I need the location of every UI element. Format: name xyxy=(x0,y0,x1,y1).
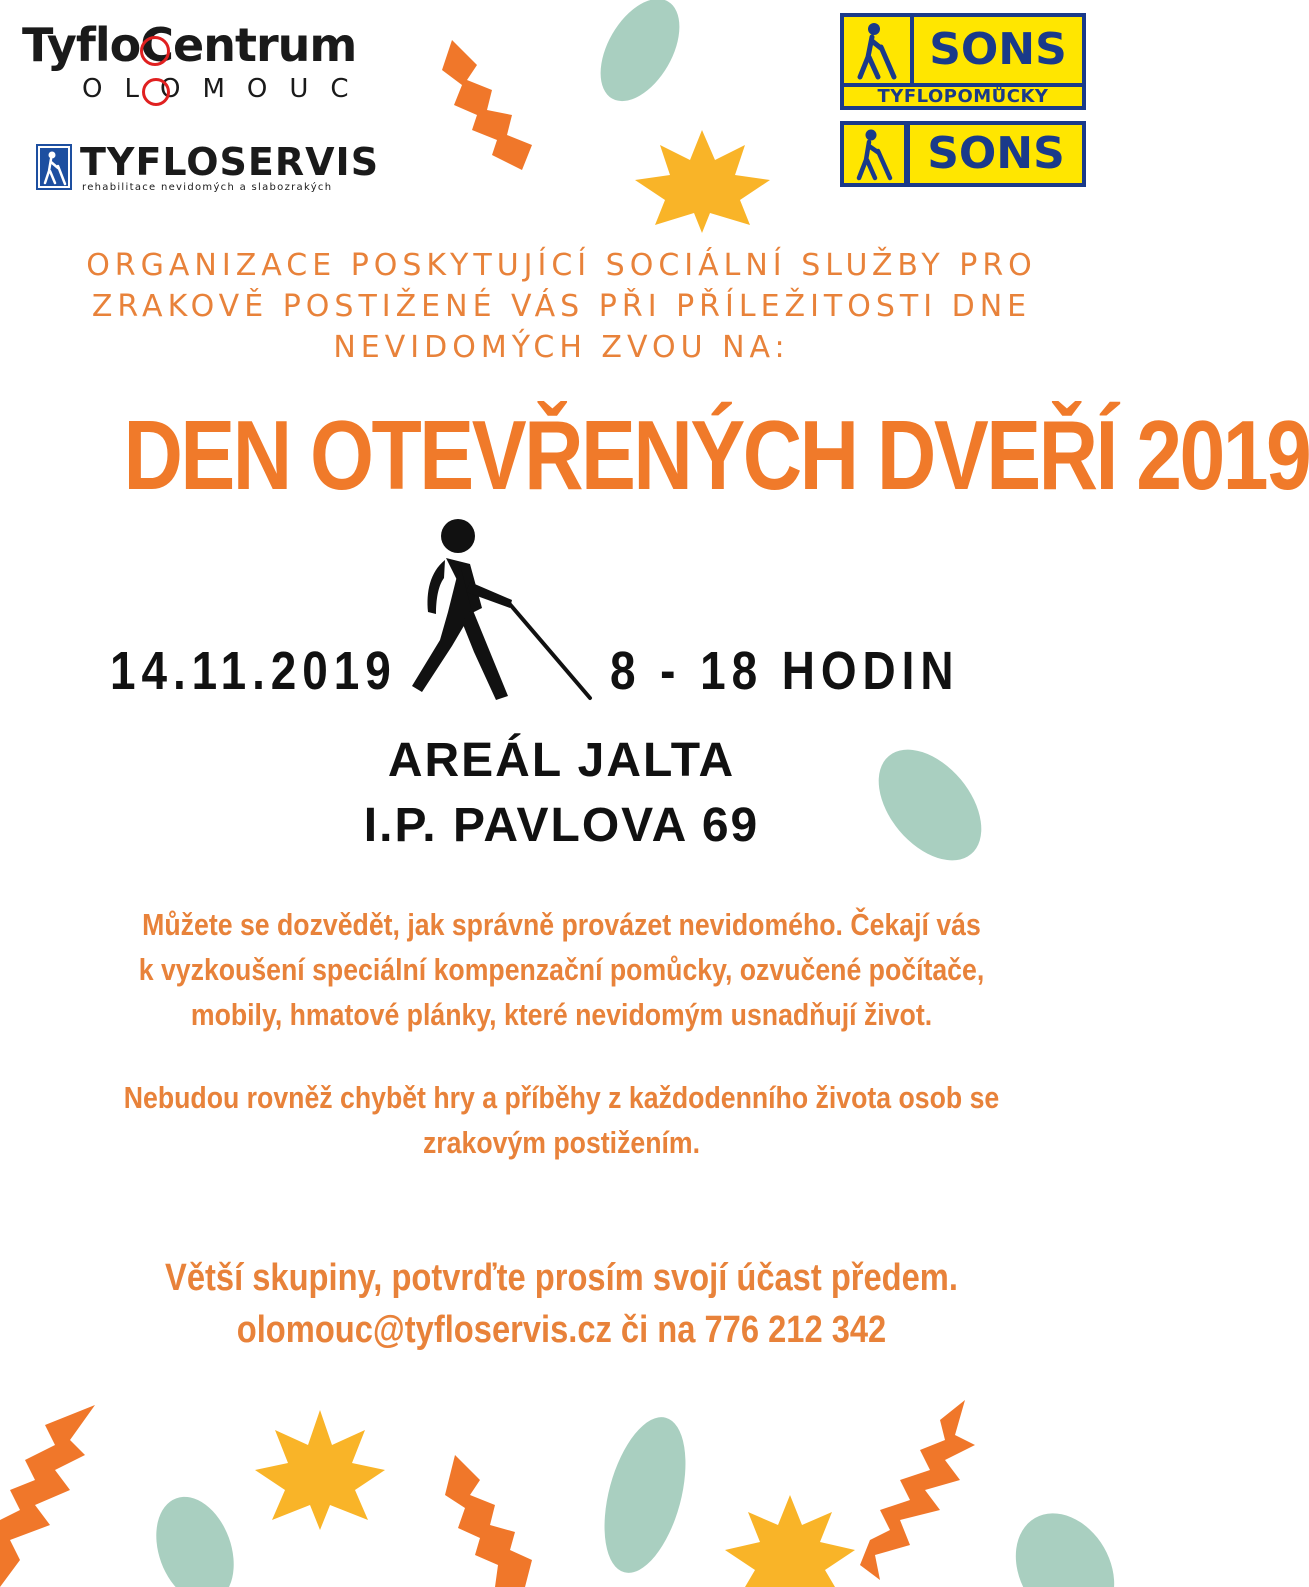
tyflocentrum-ring-icon xyxy=(142,78,170,106)
intro-line-3: NEVIDOMÝCH ZVOU NA: xyxy=(333,330,790,365)
description-line: Můžete se dozvědět, jak správně provázet nevidomého. Čekají vás xyxy=(142,907,981,942)
registration-note: Větší skupiny, potvrďte prosím svojí účast předem. xyxy=(165,1257,958,1299)
mint-leaf-icon xyxy=(140,1480,250,1587)
games-paragraph xyxy=(40,1075,1083,1165)
orange-leaf-icon xyxy=(0,1400,110,1587)
blind-person-emblem-icon xyxy=(844,125,904,183)
contact-block xyxy=(40,1252,1083,1356)
tyfloservis-logo xyxy=(36,142,386,194)
blind-person-with-cane-icon xyxy=(400,512,600,707)
orange-leaf-icon xyxy=(860,1395,990,1587)
yellow-leaf-icon xyxy=(720,1490,860,1587)
tyfloservis-logo-text: TYFLOSERVIS xyxy=(80,140,380,184)
intro-line-1: ORGANIZACE POSKYTUJÍCÍ SOCIÁLNÍ SLUŽBY PRO xyxy=(86,248,1037,283)
orange-leaf-icon xyxy=(432,30,552,180)
description-line: k vyzkoušení speciální kompenzační pomůcky, ozvučené počítače, xyxy=(138,952,985,987)
description-line: mobily, hmatové plánky, které nevidomým usnadňují život. xyxy=(190,997,933,1032)
event-headline: DEN OTEVŘENÝCH DVEŘÍ 2019 xyxy=(123,400,1309,510)
tyflocentrum-logo-text: TyfloCentrum xyxy=(22,18,357,72)
contact-details: olomouc@tyfloservis.cz či na 776 212 342 xyxy=(236,1309,887,1351)
yellow-leaf-icon xyxy=(630,125,775,235)
tyflocentrum-logo-city: OLOMOUC xyxy=(82,74,371,104)
orange-leaf-icon xyxy=(440,1450,540,1587)
mint-leaf-icon xyxy=(995,1500,1123,1587)
mint-leaf-icon xyxy=(580,0,700,110)
sons-logo xyxy=(840,121,1086,187)
venue-address: I.P. PAVLOVA 69 xyxy=(363,799,760,852)
event-date: 14.11.2019 xyxy=(110,641,397,701)
mint-leaf-icon xyxy=(590,1400,700,1587)
tyfloservis-tagline: rehabilitace nevidomých a slabozrakých xyxy=(82,182,333,193)
description-line: Nebudou rovněž chybět hry a příběhy z každodenního života osob se xyxy=(123,1080,1000,1115)
yellow-leaf-icon xyxy=(250,1405,390,1535)
tyflocentrum-ring-icon xyxy=(140,36,170,66)
venue-name: AREÁL JALTA xyxy=(387,734,736,787)
sons-logo-text: SONS xyxy=(910,125,1082,183)
tyfloservis-emblem-icon xyxy=(36,144,72,190)
tyflocentrum-logo xyxy=(22,18,392,108)
description-line: zrakovým postižením. xyxy=(422,1125,701,1160)
tyflopomucky-logo-text: TYFLOPOMŮCKY xyxy=(844,87,1082,106)
blind-person-emblem-icon xyxy=(844,17,910,83)
intro-line-2: ZRAKOVĚ POSTIŽENÉ VÁS PŘI PŘÍLEŽITOSTI DNE xyxy=(91,289,1032,324)
event-time: 8 - 18 HODIN xyxy=(610,641,960,701)
sons-logo-text: SONS xyxy=(914,17,1082,83)
description-paragraph xyxy=(40,902,1083,1037)
sons-tyflopomucky-logo xyxy=(840,13,1086,110)
